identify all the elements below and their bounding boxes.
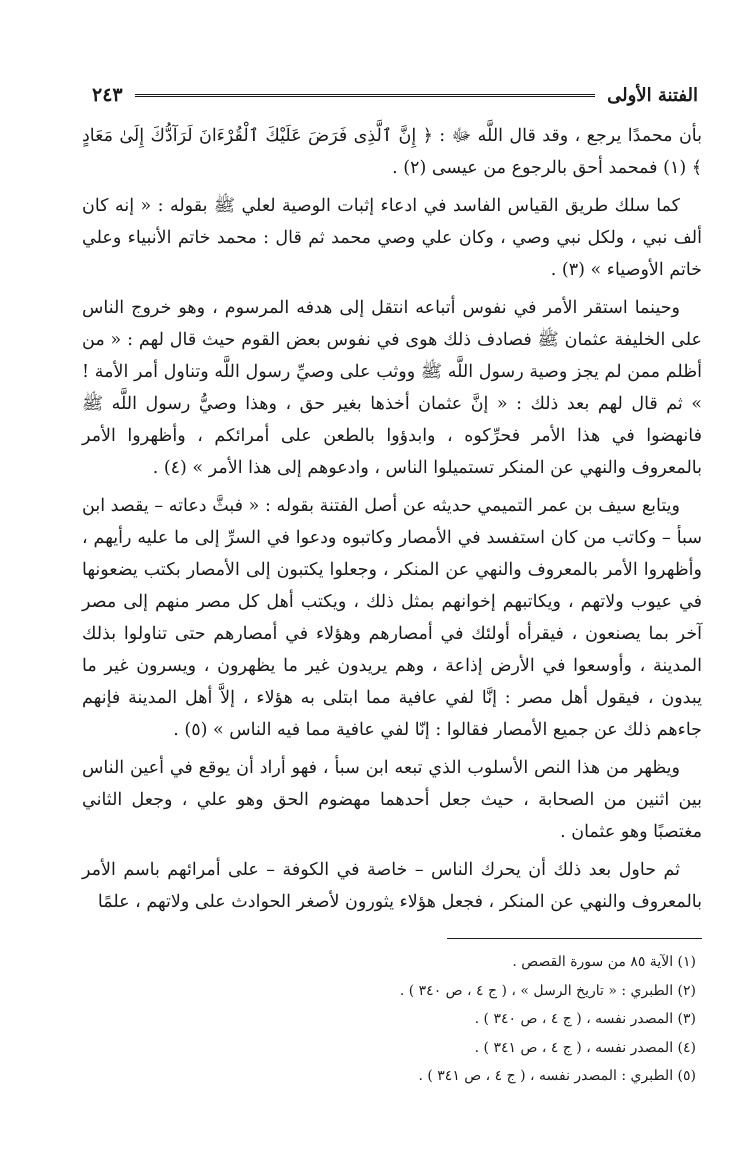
running-header (92, 82, 698, 108)
footnote-divider (447, 938, 702, 939)
paragraph: كما سلك طريق القياس الفاسد في ادعاء إثبات الوصية لعلي ﷺ بقوله : « إنه كان ألف نبي ، ولكل نبي وصي ، وكان علي وصي محمد ثم قال : محمد خاتم الأنبياء وعلي خاتم الأوصياء » (٣) . (82, 196, 702, 280)
paragraph: ويظهر من هذا النص الأسلوب الذي تبعه ابن سبأ ، فهو أراد أن يوقع في أعين الناس بين اثنين من الصحابة ، حيث جعل أحدهما مهضوم الحق وهو علي ، وجعل الثاني مغتصبًا وهو عثمان . (82, 758, 702, 842)
paragraph: ويتابع سيف بن عمر التميمي حديثه عن أصل الفتنة بقوله : « فبثَّ دعاته – يقصد ابن سبأ – وكاتب من كان استفسد في الأمصار وكاتبوه ودعوا في السرِّ إلى ما عليه رأيهم ، وأظهروا الأمر بالمعروف والنهي عن المنكر ، وجعلوا يكتبون إلى الأمصار بكتب يضعونها في عيوب ولاتهم ، ويكاتبهم إخوانهم بمثل ذلك ، ويكتب أهل كل مصر منهم إلى مصر آخر بما يصنعون ، فيقرأه أولئك في أمصارهم وهؤلاء في أمصارهم حتى تناولوا بذلك المدينة ، وأوسعوا في الأرض إذاعة ، وهم يريدون غير ما يظهرون ، ويسرون غير ما يبدون ، فيقول أهل مصر : إنَّا لفي عافية مما ابتلى به هؤلاء ، إلاَّ أهل المدينة فإنهم جاءهم ذلك عن جميع الأمصار فقالوا : إنّا لفي عافية مما فيه الناس » (٥) . (82, 496, 702, 740)
footnote: (٤) المصدر نفسه ، ( ج ٤ ، ص ٣٤١ ) . (474, 1039, 696, 1056)
paragraph: بأن محمدًا يرجع ، وقد قال اللَّه ﷻ : ﴿ إِنَّ ٱلَّذِى فَرَضَ عَلَيْكَ ٱلْقُرْءَانَ لَرَآدُّكَ إِلَىٰ مَعَادٍ ﴾ (١) فمحمد أحق بالرجوع من عيسى (٢) . (82, 126, 702, 178)
footnote: (٢) الطبري : « تاريخ الرسل » ، ( ج ٤ ، ص ٣٤٠ ) . (399, 982, 696, 999)
header-rule (135, 94, 596, 97)
footnote: (١) الآية ٨٥ من سورة القصص . (512, 954, 696, 970)
footnote: (٥) الطبري : المصدر نفسه ، ( ج ٤ ، ص ٣٤١ ) . (418, 1068, 696, 1084)
paragraph: ثم حاول بعد ذلك أن يحرك الناس – خاصة في الكوفة – على أمرائهم باسم الأمر بالمعروف والنهي عن المنكر ، فجعل هؤلاء يثورون لأصغر الحوادث على ولاتهم ، علمًا (82, 860, 702, 912)
footnotes (82, 948, 696, 1091)
paragraph: وحينما استقر الأمر في نفوس أتباعه انتقل إلى هدفه المرسوم ، وهو خروج الناس على الخليفة عثمان ﷺ فصادف ذلك هوى في نفوس بعض القوم حيث قال لهم : « من أظلم ممن لم يجز وصية رسول اللَّه ﷺ ووثب على وصيِّ رسول اللَّه وتناول أمر الأمة ! » ثم قال لهم بعد ذلك : « إنَّ عثمان أخذها بغير حق ، وهذا وصيُّ رسول اللَّه ﷺ فانهضوا في هذا الأمر فحرِّكوه ، وابدؤوا بالطعن على أمرائكم ، وأظهروا الأمر بالمعروف والنهي عن المنكر تستميلوا الناس ، وادعوهم إلى هذا الأمر » (٤) . (82, 298, 702, 478)
main-text (82, 120, 702, 924)
chapter-title: الفتنة الأولى (607, 84, 698, 106)
page-number: ٢٤٣ (92, 84, 123, 106)
footnote: (٣) المصدر نفسه ، ( ج ٤ ، ص ٣٤٠ ) . (474, 1011, 696, 1027)
